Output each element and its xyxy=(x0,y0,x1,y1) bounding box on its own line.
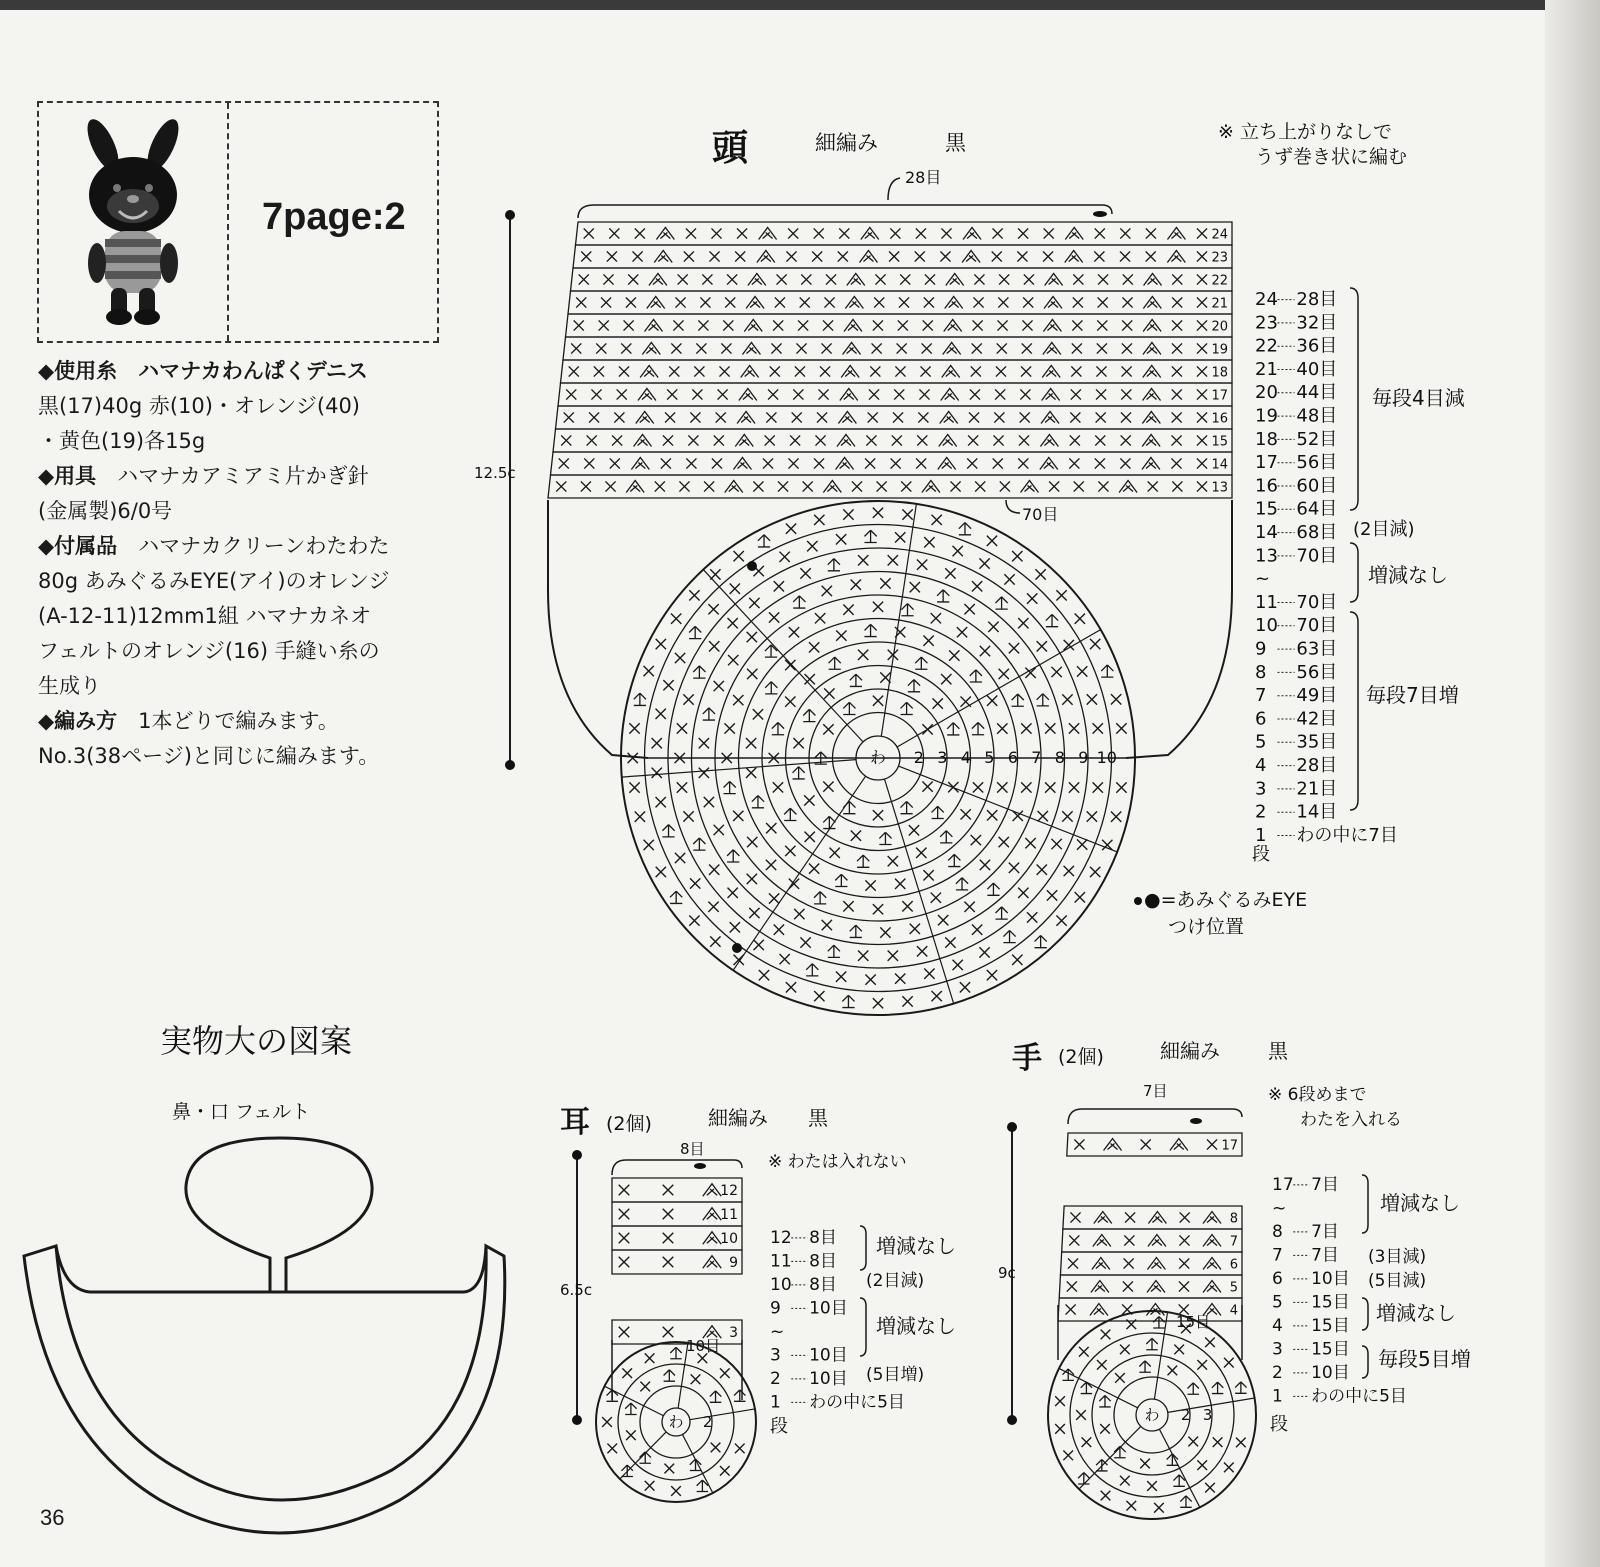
tools-heading: ◆用具 xyxy=(38,464,97,488)
count-stitches: 28目 xyxy=(1296,289,1338,310)
parts-detail-3: (A-12-11)12mm1組 ハマナカネオ xyxy=(38,604,372,628)
row-number: 12 xyxy=(720,1183,738,1199)
head-note-dec2: (2目減) xyxy=(1353,519,1415,540)
count-row: 10 xyxy=(770,1275,792,1295)
round-number: わ xyxy=(1144,1406,1160,1424)
count-row: 17 xyxy=(1272,1175,1294,1195)
pattern-section xyxy=(24,1022,505,1533)
count-row: 19 xyxy=(1255,405,1278,427)
count-stitches: 10目 xyxy=(809,1345,848,1366)
count-stitches: 10目 xyxy=(809,1369,848,1389)
tools-detail: (金属製)6/0号 xyxy=(38,499,173,523)
ear-title: 耳 xyxy=(560,1105,590,1140)
count-row: 11 xyxy=(770,1251,792,1272)
head-top-count: 28目 xyxy=(905,168,942,187)
count-row: 18 xyxy=(1255,428,1278,450)
count-row: 21 xyxy=(1255,358,1278,380)
head-dan: 段 xyxy=(1252,844,1270,865)
count-stitches: 52目 xyxy=(1296,428,1338,450)
round-number: 8 xyxy=(1054,748,1065,767)
count-stitches: 32目 xyxy=(1296,312,1338,334)
head-stitch: 細編み xyxy=(815,131,878,155)
row-number: 8 xyxy=(1229,1211,1238,1227)
count-row: 5 xyxy=(1272,1292,1283,1313)
row-number: 9 xyxy=(729,1255,738,1271)
count-stitches: 8目 xyxy=(809,1251,837,1272)
count-row: 7 xyxy=(1272,1245,1283,1266)
count-stitches: 10目 xyxy=(809,1298,848,1319)
hand-height: 9c xyxy=(998,1264,1016,1282)
count-stitches: 7目 xyxy=(1311,1222,1339,1242)
round-number: 3 xyxy=(937,748,948,767)
count-stitches: 56目 xyxy=(1296,661,1338,683)
parts-heading: ◆付属品 xyxy=(38,534,118,558)
row-number: 18 xyxy=(1211,365,1228,381)
count-stitches: 56目 xyxy=(1296,452,1338,474)
yarn-name: ハマナカわんぱくデニス xyxy=(138,359,368,383)
hand-note-dec5: (5目減) xyxy=(1368,1271,1427,1291)
count-row: 8 xyxy=(1272,1222,1283,1242)
count-row: 3 xyxy=(770,1345,781,1366)
count-stitches: 21目 xyxy=(1296,778,1338,800)
method-detail: No.3(38ページ)と同じに編みます。 xyxy=(38,744,380,768)
head-note-dec4: 毎段4目減 xyxy=(1372,386,1465,410)
count-row: 22 xyxy=(1255,335,1278,357)
count-stitches: 7目 xyxy=(1311,1175,1339,1195)
method-heading: ◆編み方 xyxy=(38,709,118,733)
round-number: わ xyxy=(668,1413,684,1431)
head-note-1: ※ 立ち上がりなしで xyxy=(1218,121,1392,143)
count-row: 3 xyxy=(1272,1339,1283,1360)
tools-name: ハマナカアミアミ片かぎ針 xyxy=(117,464,369,488)
parts-detail-4: フェルトのオレンジ(16) 手縫い糸の xyxy=(38,639,380,663)
hand-note-2: わたを入れる xyxy=(1300,1110,1402,1130)
count-stitches: 14目 xyxy=(1296,801,1338,823)
count-stitches: 35目 xyxy=(1296,731,1338,753)
count-row: 1 xyxy=(1255,824,1267,846)
yarn-detail-1: 黒(17)40g 赤(10)・オレンジ(40) xyxy=(38,394,360,418)
row-number: 22 xyxy=(1211,273,1228,289)
count-row: 9 xyxy=(1255,638,1267,660)
count-stitches: 42目 xyxy=(1296,708,1338,730)
count-row: 1 xyxy=(1272,1386,1283,1407)
count-stitches: わの中に5目 xyxy=(809,1392,905,1413)
yarn-detail-2: ・黄色(19)各15g xyxy=(38,429,206,453)
count-stitches: 8目 xyxy=(809,1228,837,1248)
ear-row-grid xyxy=(612,1160,742,1344)
count-row: 17 xyxy=(1255,452,1278,474)
row-number: 21 xyxy=(1211,296,1228,312)
round-number: 3 xyxy=(1202,1406,1213,1424)
ear-diagram xyxy=(560,1105,956,1502)
ear-dan: 段 xyxy=(770,1416,788,1437)
hand-stitch: 細編み xyxy=(1160,1039,1220,1063)
row-number: 5 xyxy=(1229,1280,1238,1296)
row-number: 14 xyxy=(1211,457,1228,473)
head-height: 12.5c xyxy=(474,464,516,482)
round-number: 4 xyxy=(960,748,971,767)
count-row: 1 xyxy=(770,1392,781,1413)
head-note-none: 増減なし xyxy=(1368,563,1448,587)
count-stitches: 40目 xyxy=(1296,358,1338,380)
count-stitches: わの中に7目 xyxy=(1296,824,1398,846)
count-stitches: 70目 xyxy=(1296,615,1338,637)
round-number: 9 xyxy=(1078,748,1089,767)
row-number: 7 xyxy=(1229,1234,1238,1250)
count-stitches: 68目 xyxy=(1296,522,1338,543)
row-number: 17 xyxy=(1221,1138,1238,1154)
row-number: 16 xyxy=(1211,411,1228,427)
count-row: 2 xyxy=(770,1369,781,1389)
hand-mid-count: 15目 xyxy=(1176,1313,1211,1331)
pattern-subtitle: 鼻・口 フェルト xyxy=(172,1101,311,1123)
count-stitches: 15目 xyxy=(1311,1316,1350,1336)
count-row: 15 xyxy=(1255,498,1278,520)
count-stitches: 63目 xyxy=(1296,638,1338,660)
count-row: 4 xyxy=(1272,1316,1283,1336)
pattern-title: 実物大の図案 xyxy=(160,1022,353,1060)
ear-stitch: 細編み xyxy=(708,1106,768,1130)
count-row: ~ xyxy=(1272,1198,1287,1219)
head-title: 頭 xyxy=(712,128,749,169)
count-stitches: 70目 xyxy=(1296,545,1338,567)
round-number: 7 xyxy=(1031,748,1042,767)
row-number: 24 xyxy=(1211,227,1228,243)
count-stitches: 28目 xyxy=(1296,755,1338,776)
count-stitches: 60目 xyxy=(1296,475,1338,497)
ear-top-count: 8目 xyxy=(680,1140,705,1158)
count-stitches: 70目 xyxy=(1296,591,1338,613)
count-row: 13 xyxy=(1255,545,1278,567)
count-row: 2 xyxy=(1272,1363,1283,1383)
hand-note-1: ※ 6段めまで xyxy=(1268,1085,1367,1105)
row-number: 3 xyxy=(729,1325,738,1341)
round-number: 5 xyxy=(984,748,995,767)
round-number: わ xyxy=(869,748,887,767)
count-row: 24 xyxy=(1255,289,1278,310)
hand-dan: 段 xyxy=(1270,1414,1288,1435)
count-stitches: わの中に5目 xyxy=(1311,1386,1407,1407)
count-stitches: 7目 xyxy=(1311,1245,1339,1266)
count-stitches: 49目 xyxy=(1296,685,1338,707)
book-spine-shadow xyxy=(1545,0,1600,1567)
count-row: 20 xyxy=(1255,382,1278,404)
hand-title: 手 xyxy=(1012,1041,1042,1076)
hand-color: 黒 xyxy=(1268,1039,1288,1063)
parts-detail-2: 80g あみぐるみEYE(アイ)のオレンジ xyxy=(38,569,390,593)
head-note-inc7: 毎段7目増 xyxy=(1366,683,1459,707)
ear-qty: (2個) xyxy=(606,1113,652,1135)
eye-position-dot-top xyxy=(747,561,757,571)
row-number: 4 xyxy=(1229,1303,1238,1319)
round-number: 2 xyxy=(702,1413,713,1431)
count-row: 11 xyxy=(1255,591,1278,613)
count-stitches: 36目 xyxy=(1296,335,1338,357)
count-row: 2 xyxy=(1255,801,1267,823)
hand-diagram xyxy=(998,1039,1471,1519)
ear-note-none1: 増減なし xyxy=(876,1234,956,1258)
count-row: 4 xyxy=(1255,755,1267,776)
ear-note-dec2: (2目減) xyxy=(866,1271,925,1291)
count-stitches: 44目 xyxy=(1296,382,1338,404)
head-row-grid xyxy=(548,205,1232,498)
head-note-2: うず巻き状に編む xyxy=(1255,146,1408,168)
hand-top-count: 7目 xyxy=(1143,1082,1168,1100)
count-row: 9 xyxy=(770,1298,781,1319)
count-row: 3 xyxy=(1255,778,1267,800)
row-number: 10 xyxy=(720,1231,738,1247)
page-reference: 7page:2 xyxy=(262,196,406,238)
row-number: 13 xyxy=(1211,480,1228,496)
eye-position-dot-bottom xyxy=(732,943,742,953)
hand-qty: (2個) xyxy=(1058,1046,1104,1068)
page-number: 36 xyxy=(40,1505,65,1530)
count-row: 6 xyxy=(1255,708,1267,730)
ear-note-inc5: (5目増) xyxy=(866,1365,925,1385)
ear-note: ※ わたは入れない xyxy=(768,1152,907,1172)
count-stitches: 15目 xyxy=(1311,1292,1350,1313)
row-number: 23 xyxy=(1211,250,1228,266)
ear-mid-count: 10目 xyxy=(686,1337,721,1355)
ear-round-diagram xyxy=(596,1342,756,1502)
round-number: 10 xyxy=(1096,748,1117,767)
count-stitches: 10目 xyxy=(1311,1269,1350,1289)
hand-note-inc5: 毎段5目増 xyxy=(1378,1347,1471,1371)
row-number: 6 xyxy=(1229,1257,1238,1273)
count-stitches: 64目 xyxy=(1296,498,1338,520)
count-stitches: 48目 xyxy=(1296,405,1338,427)
hand-round-diagram xyxy=(1048,1311,1256,1519)
count-stitches: 15目 xyxy=(1311,1339,1350,1360)
hand-row-grid xyxy=(1058,1109,1242,1321)
row-number: 20 xyxy=(1211,319,1228,335)
hand-note-none2: 増減なし xyxy=(1376,1301,1456,1325)
hand-note-none1: 増減なし xyxy=(1380,1191,1460,1215)
count-row: 23 xyxy=(1255,312,1278,334)
row-number: 11 xyxy=(720,1207,738,1223)
head-diagram xyxy=(474,121,1465,1015)
ear-color: 黒 xyxy=(808,1106,828,1130)
round-number: 2 xyxy=(1180,1406,1191,1424)
head-color: 黒 xyxy=(945,131,966,155)
row-number: 19 xyxy=(1211,342,1228,358)
parts-detail-5: 生成り xyxy=(38,674,101,698)
eye-note-1: ●=あみぐるみEYE xyxy=(1144,889,1308,911)
count-row: 6 xyxy=(1272,1269,1283,1289)
count-row: ~ xyxy=(770,1322,785,1342)
parts-name: ハマナカクリーンわたわた xyxy=(138,534,390,558)
row-number: 17 xyxy=(1211,388,1228,404)
head-mid-count: 70目 xyxy=(1022,505,1059,524)
count-row: 16 xyxy=(1255,475,1278,497)
ear-height: 6.5c xyxy=(560,1281,593,1299)
nose-mouth-felt-shape xyxy=(24,1138,505,1533)
count-row: 12 xyxy=(770,1228,792,1248)
count-row: 14 xyxy=(1255,522,1278,543)
hand-note-dec3: (3目減) xyxy=(1368,1247,1427,1267)
count-stitches: 8目 xyxy=(809,1275,837,1295)
yarn-heading: ◆使用糸 xyxy=(38,359,118,383)
count-row: 8 xyxy=(1255,661,1267,683)
count-stitches: 10目 xyxy=(1311,1363,1350,1383)
eye-note-2: つけ位置 xyxy=(1168,916,1245,938)
round-number: 2 xyxy=(913,748,924,767)
method-text: 1本どりで編みます。 xyxy=(138,709,339,733)
round-number: 6 xyxy=(1007,748,1018,767)
count-row: 10 xyxy=(1255,615,1278,637)
count-row: 5 xyxy=(1255,731,1267,753)
count-row: ~ xyxy=(1255,568,1271,590)
ear-note-none2: 増減なし xyxy=(876,1314,956,1338)
count-row: 7 xyxy=(1255,685,1267,707)
row-number: 15 xyxy=(1211,434,1228,450)
